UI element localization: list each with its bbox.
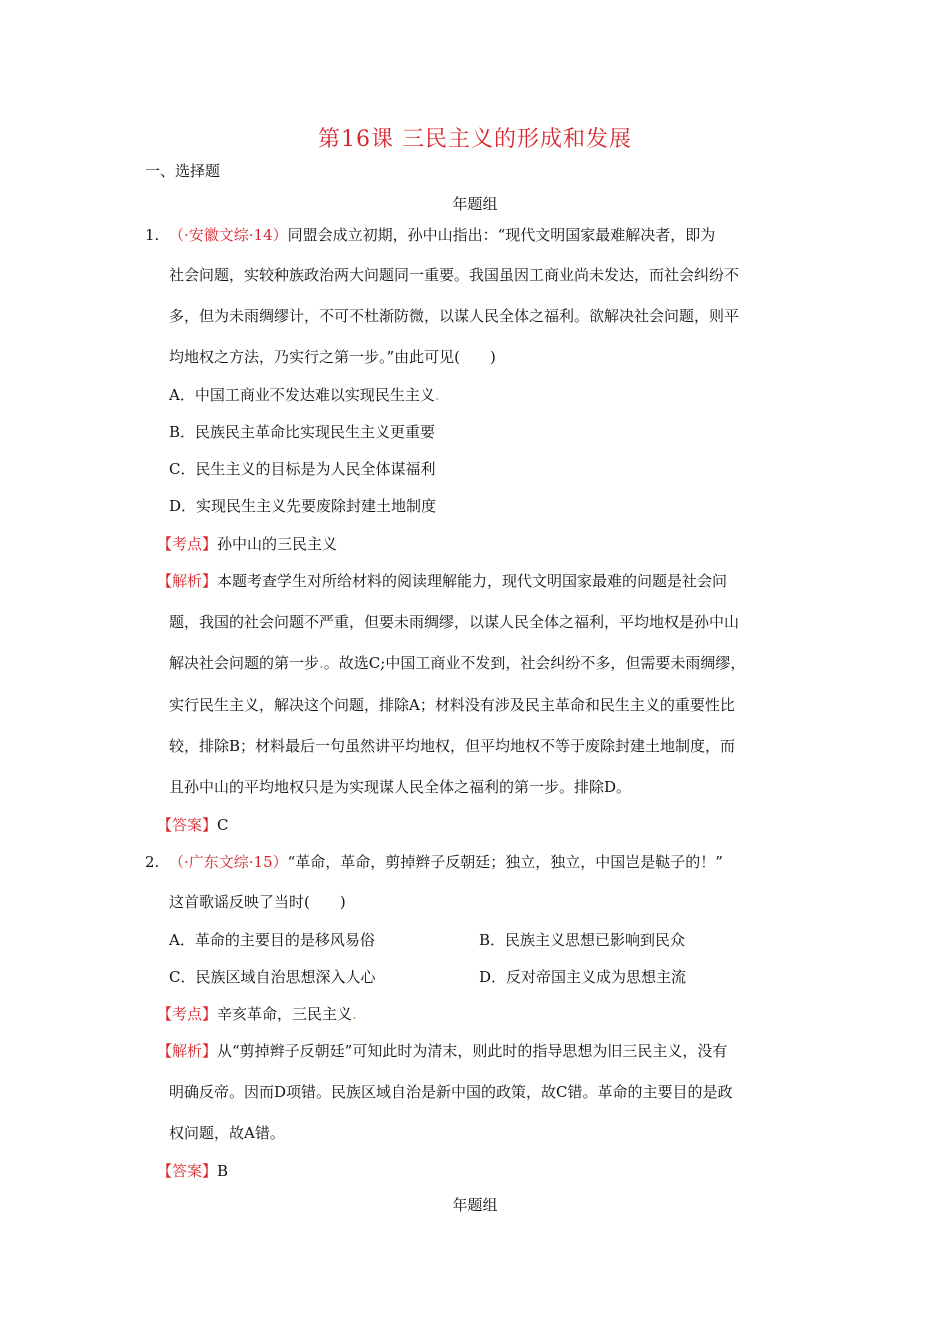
question-source: （·广东文综·15） xyxy=(169,853,288,871)
jiexi-tag: 【解析】 xyxy=(157,1042,218,1060)
jiexi-tag: 【解析】 xyxy=(157,572,218,590)
jiexi-line xyxy=(157,1040,727,1061)
group-title: 年题组 xyxy=(452,1196,498,1214)
question-source: （·安徽文综·14） xyxy=(169,226,288,244)
option-a: A．中国工商业不发达难以实现民生主义. xyxy=(169,386,440,404)
question-stem: “革命，革命，剪掉辫子反朝廷；独立，独立，中国岂是鞑子的！” xyxy=(287,853,723,871)
question-2-line-1 xyxy=(145,851,723,872)
group-title: 年题组 xyxy=(452,195,498,213)
kaodian-tag: 【考点】 xyxy=(157,1005,218,1023)
question-stem: 这首歌谣反映了当时( ) xyxy=(169,893,346,911)
option-c: C．民族区域自治思想深入人心 xyxy=(169,968,376,986)
answer-tag: 【答案】 xyxy=(157,1162,218,1180)
dot-mark: . xyxy=(319,654,324,672)
option-b: B．民族民主革命比实现民生主义更重要 xyxy=(169,423,436,441)
question-stem: 多，但为未雨绸缪计，不可不杜渐防微，以谋人民全体之福利。欲解决社会问题，则平 xyxy=(169,307,740,325)
jiexi-text: 从“剪掉辫子反朝廷”可知此时为清末，则此时的指导思想为旧三民主义，没有 xyxy=(217,1042,728,1060)
jiexi-text: 题，我国的社会问题不严重，但要未雨绸缪，以谋人民全体之福利，平均地权是孙中山 xyxy=(169,613,740,631)
dot-mark: . xyxy=(434,386,440,404)
option-d: D．反对帝国主义成为思想主流 xyxy=(479,968,687,986)
kaodian-text: 辛亥革命，三民主义 xyxy=(217,1005,353,1023)
jiexi-text: 实行民生主义，解决这个问题，排除A；材料没有涉及民主革命和民生主义的重要性比 xyxy=(169,696,735,714)
question-1-line-1 xyxy=(145,224,715,245)
answer-line xyxy=(157,1160,228,1181)
answer-value: B xyxy=(217,1162,229,1180)
dot-mark: . xyxy=(352,1005,357,1023)
answer-line xyxy=(157,814,229,835)
jiexi-text: 本题考查学生对所给材料的阅读理解能力，现代文明国家最难的问题是社会问 xyxy=(217,572,728,590)
question-stem: 均地权之方法，乃实行之第一步。”由此可见( ) xyxy=(169,348,496,366)
kaodian-line xyxy=(157,533,337,554)
option-b: B．民族主义思想已影响到民众 xyxy=(479,931,686,949)
answer-value: C xyxy=(217,816,229,834)
kaodian-text: 孙中山的三民主义 xyxy=(217,535,338,553)
jiexi-text: 明确反帝。因而D项错。民族区域自治是新中国的政策，故C错。革命的主要目的是政 xyxy=(169,1083,733,1101)
option-a: A．革命的主要目的是移风易俗 xyxy=(169,931,375,949)
option-c: C．民生主义的目标是为人民全体谋福利 xyxy=(169,460,436,478)
page-title: 第16课 三民主义的形成和发展 xyxy=(318,127,632,152)
section-title: 一、选择题 xyxy=(145,162,221,180)
jiexi-text: 较，排除B；材料最后一句虽然讲平均地权，但平均地权不等于废除封建土地制度，而 xyxy=(169,737,736,755)
question-stem: 社会问题，实较种族政治两大问题同一重要。我国虽因工商业尚未发达，而社会纠纷不 xyxy=(169,266,740,284)
jiexi-text: 权问题，故A错。 xyxy=(169,1124,285,1142)
jiexi-line xyxy=(157,570,727,591)
jiexi-text: 且孙中山的平均地权只是为实现谋人民全体之福利的第一步。排除D。 xyxy=(169,778,632,796)
kaodian-line xyxy=(157,1003,357,1024)
jiexi-text-line-3: 解决社会问题的第一步.。故选C;中国工商业不发到，社会纠纷不多，但需要未雨绸缪， xyxy=(169,654,746,672)
question-number: 2. xyxy=(145,853,160,871)
answer-tag: 【答案】 xyxy=(157,816,218,834)
question-number: 1. xyxy=(145,226,160,244)
kaodian-tag: 【考点】 xyxy=(157,535,218,553)
option-d: D．实现民生主义先要废除封建土地制度 xyxy=(169,497,437,515)
question-stem: 同盟会成立初期，孙中山指出：“现代文明国家最难解决者，即为 xyxy=(287,226,716,244)
